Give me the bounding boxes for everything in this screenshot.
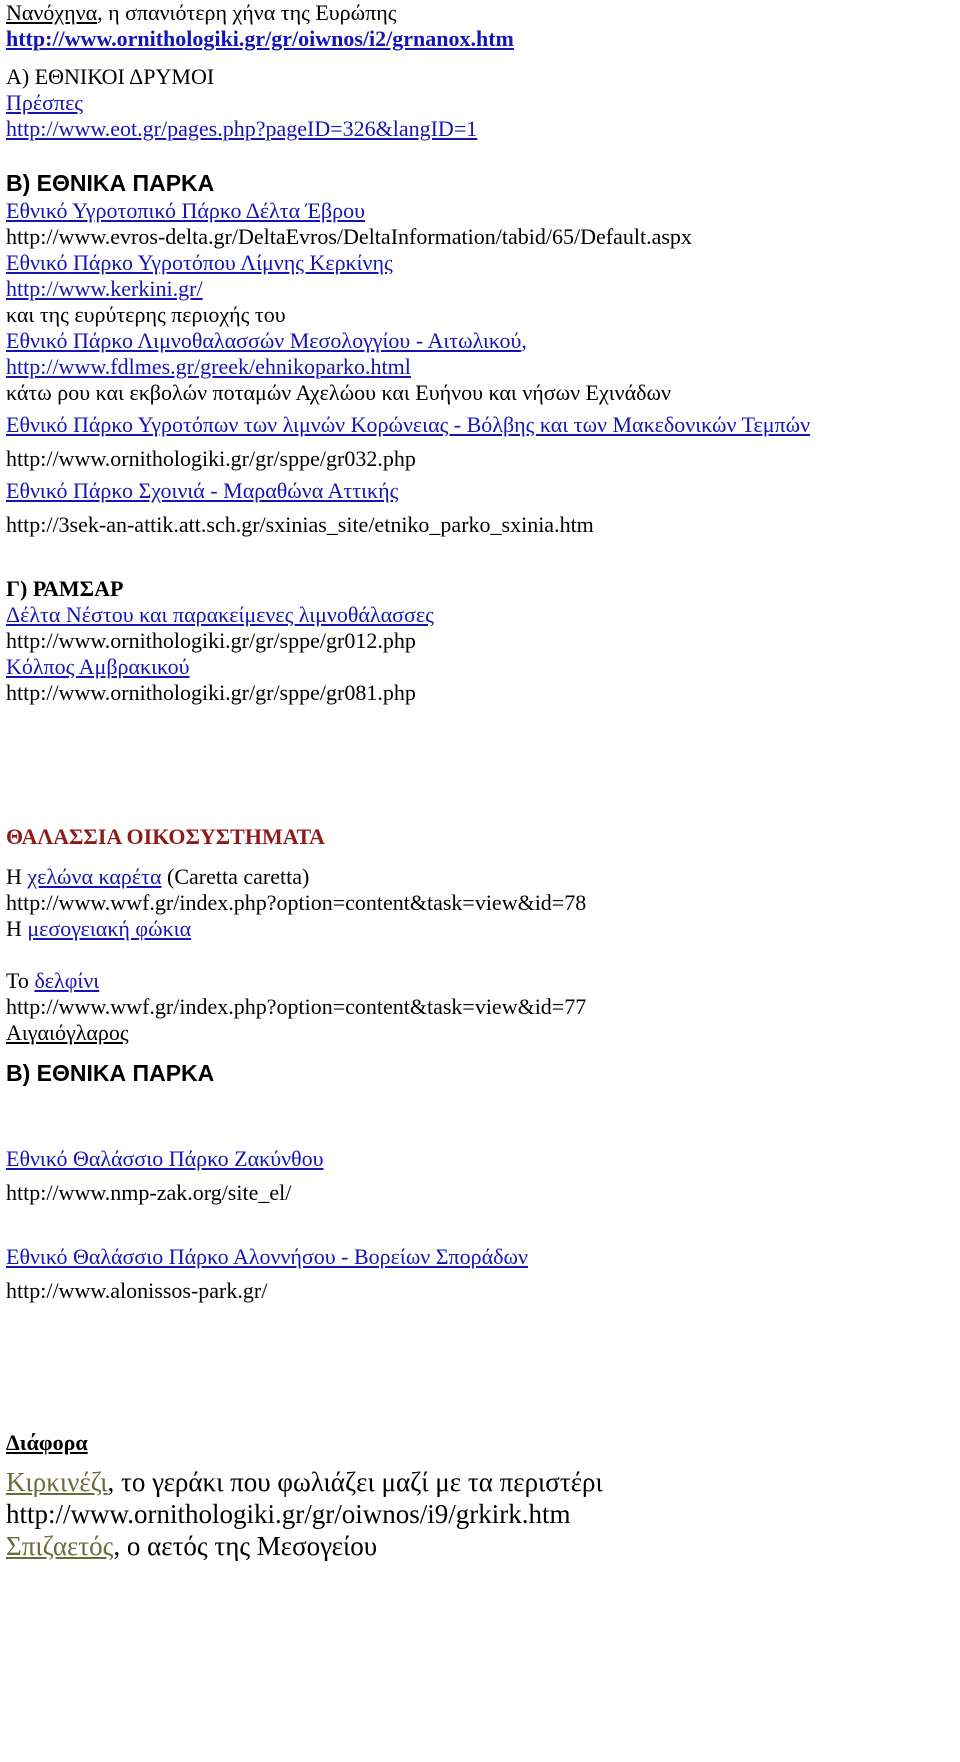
dolphin-link[interactable]: δελφίνι [34,968,100,993]
section-marine-parks-heading: Β) ΕΘΝΙΚΑ ΠΑΡΚΑ [6,1060,215,1086]
prespes-url[interactable]: http://www.eot.gr/pages.php?pageID=326&langID=1 [6,116,478,141]
kerkini-note: και της ευρύτερης περιοχής του [6,302,286,327]
dolphin-line [6,968,99,994]
intro-line [6,0,396,26]
mesolongi-link[interactable]: Εθνικό Πάρκο Λιμνοθαλασσών Μεσολογγίου - Αιτωλικού [6,328,522,353]
alonissos-park-link[interactable]: Εθνικό Θαλάσσιο Πάρκο Αλοννήσου - Βορείων Σποράδων [6,1244,528,1269]
zakynthos-park-url: http://www.nmp-zak.org/site_el/ [6,1180,292,1205]
nanochina-link[interactable]: Νανόχηνα [6,0,98,25]
nanochina-description: , η σπανιότερη χήνα της Ευρώπης [97,0,397,25]
section-national-parks-heading: Β) ΕΘΝΙΚΑ ΠΑΡΚΑ [6,170,215,196]
section-national-forests-heading: Α) ΕΘΝΙΚΟΙ ΔΡΥΜΟΙ [6,64,215,89]
caretta-latin-name: (Caretta caretta) [161,864,310,889]
kestrel-line [6,1466,603,1498]
bonellis-eagle-line [6,1530,377,1562]
section-ramsar-heading: Γ) ΡΑΜΣΑΡ [6,576,124,601]
nestos-delta-url: http://www.ornithologiki.gr/gr/sppe/gr012.php [6,628,416,653]
mesolongi-url[interactable]: http://www.fdlmes.gr/greek/ehnikoparko.html [6,354,411,379]
caretta-url: http://www.wwf.gr/index.php?option=content&task=view&id=78 [6,890,587,915]
caretta-prefix: Η [6,864,28,889]
mesolongi-note: κάτω ρου και εκβολών ποταμών Αχελώου και Ευήνου και νήσων Εχινάδων [6,380,671,405]
nestos-delta-link[interactable]: Δέλτα Νέστου και παρακείμενες λιμνοθάλασσες [6,602,434,627]
audouins-gull-link[interactable]: Αιγαιόγλαρος [6,1020,129,1045]
kerkini-link[interactable]: Εθνικό Πάρκο Υγροτόπου Λίμνης Κερκίνης [6,250,393,275]
dolphin-url: http://www.wwf.gr/index.php?option=content&task=view&id=77 [6,994,587,1019]
amvrakikos-url: http://www.ornithologiki.gr/gr/sppe/gr081.php [6,680,416,705]
zakynthos-park-link[interactable]: Εθνικό Θαλάσσιο Πάρκο Ζακύνθου [6,1146,324,1171]
alonissos-park-url: http://www.alonissos-park.gr/ [6,1278,268,1303]
monk-seal-line [6,916,191,942]
bonellis-eagle-description: , ο αετός της Μεσογείου [113,1531,378,1561]
caretta-line [6,864,309,890]
nanochina-url[interactable]: http://www.ornithologiki.gr/gr/oiwnos/i2/grnanox.htm [6,26,514,51]
evros-delta-link[interactable]: Εθνικό Υγροτοπικό Πάρκο Δέλτα Έβρου [6,198,365,223]
kestrel-link[interactable]: Κιρκινέζι [6,1467,108,1497]
mesolongi-line [6,328,527,354]
koroneia-volvi-url: http://www.ornithologiki.gr/gr/sppe/gr032.php [6,446,416,471]
monk-seal-link[interactable]: μεσογειακή φώκια [27,916,192,941]
section-marine-ecosystems-heading: ΘΑΛΑΣΣΙΑ ΟΙΚΟΣΥΣΤΗΜΑΤΑ [6,824,325,849]
mesolongi-comma: , [521,328,527,353]
monk-seal-prefix: Η [6,916,28,941]
bonellis-eagle-link[interactable]: Σπιζαετός [6,1531,114,1561]
kerkini-url[interactable]: http://www.kerkini.gr/ [6,276,203,301]
caretta-link[interactable]: χελώνα καρέτα [27,864,162,889]
evros-delta-url: http://www.evros-delta.gr/DeltaEvros/DeltaInformation/tabid/65/Default.aspx [6,224,692,249]
section-misc-heading: Διάφορα [6,1430,88,1455]
koroneia-volvi-link[interactable]: Εθνικό Πάρκο Υγροτόπων των λιμνών Κορώνειας - Βόλβης και των Μακεδονικών Τεμπών [6,412,811,437]
amvrakikos-link[interactable]: Κόλπος Αμβρακικού [6,654,190,679]
schinias-url: http://3sek-an-attik.att.sch.gr/sxinias_site/etniko_parko_sxinia.htm [6,512,594,537]
dolphin-prefix: Το [6,968,35,993]
kestrel-description: , το γεράκι που φωλιάζει μαζί με τα περιστέρι [107,1467,603,1497]
schinias-link[interactable]: Εθνικό Πάρκο Σχοινιά - Μαραθώνα Αττικής [6,478,399,503]
prespes-link[interactable]: Πρέσπες [6,90,84,115]
kestrel-url: http://www.ornithologiki.gr/gr/oiwnos/i9/grkirk.htm [6,1499,571,1529]
